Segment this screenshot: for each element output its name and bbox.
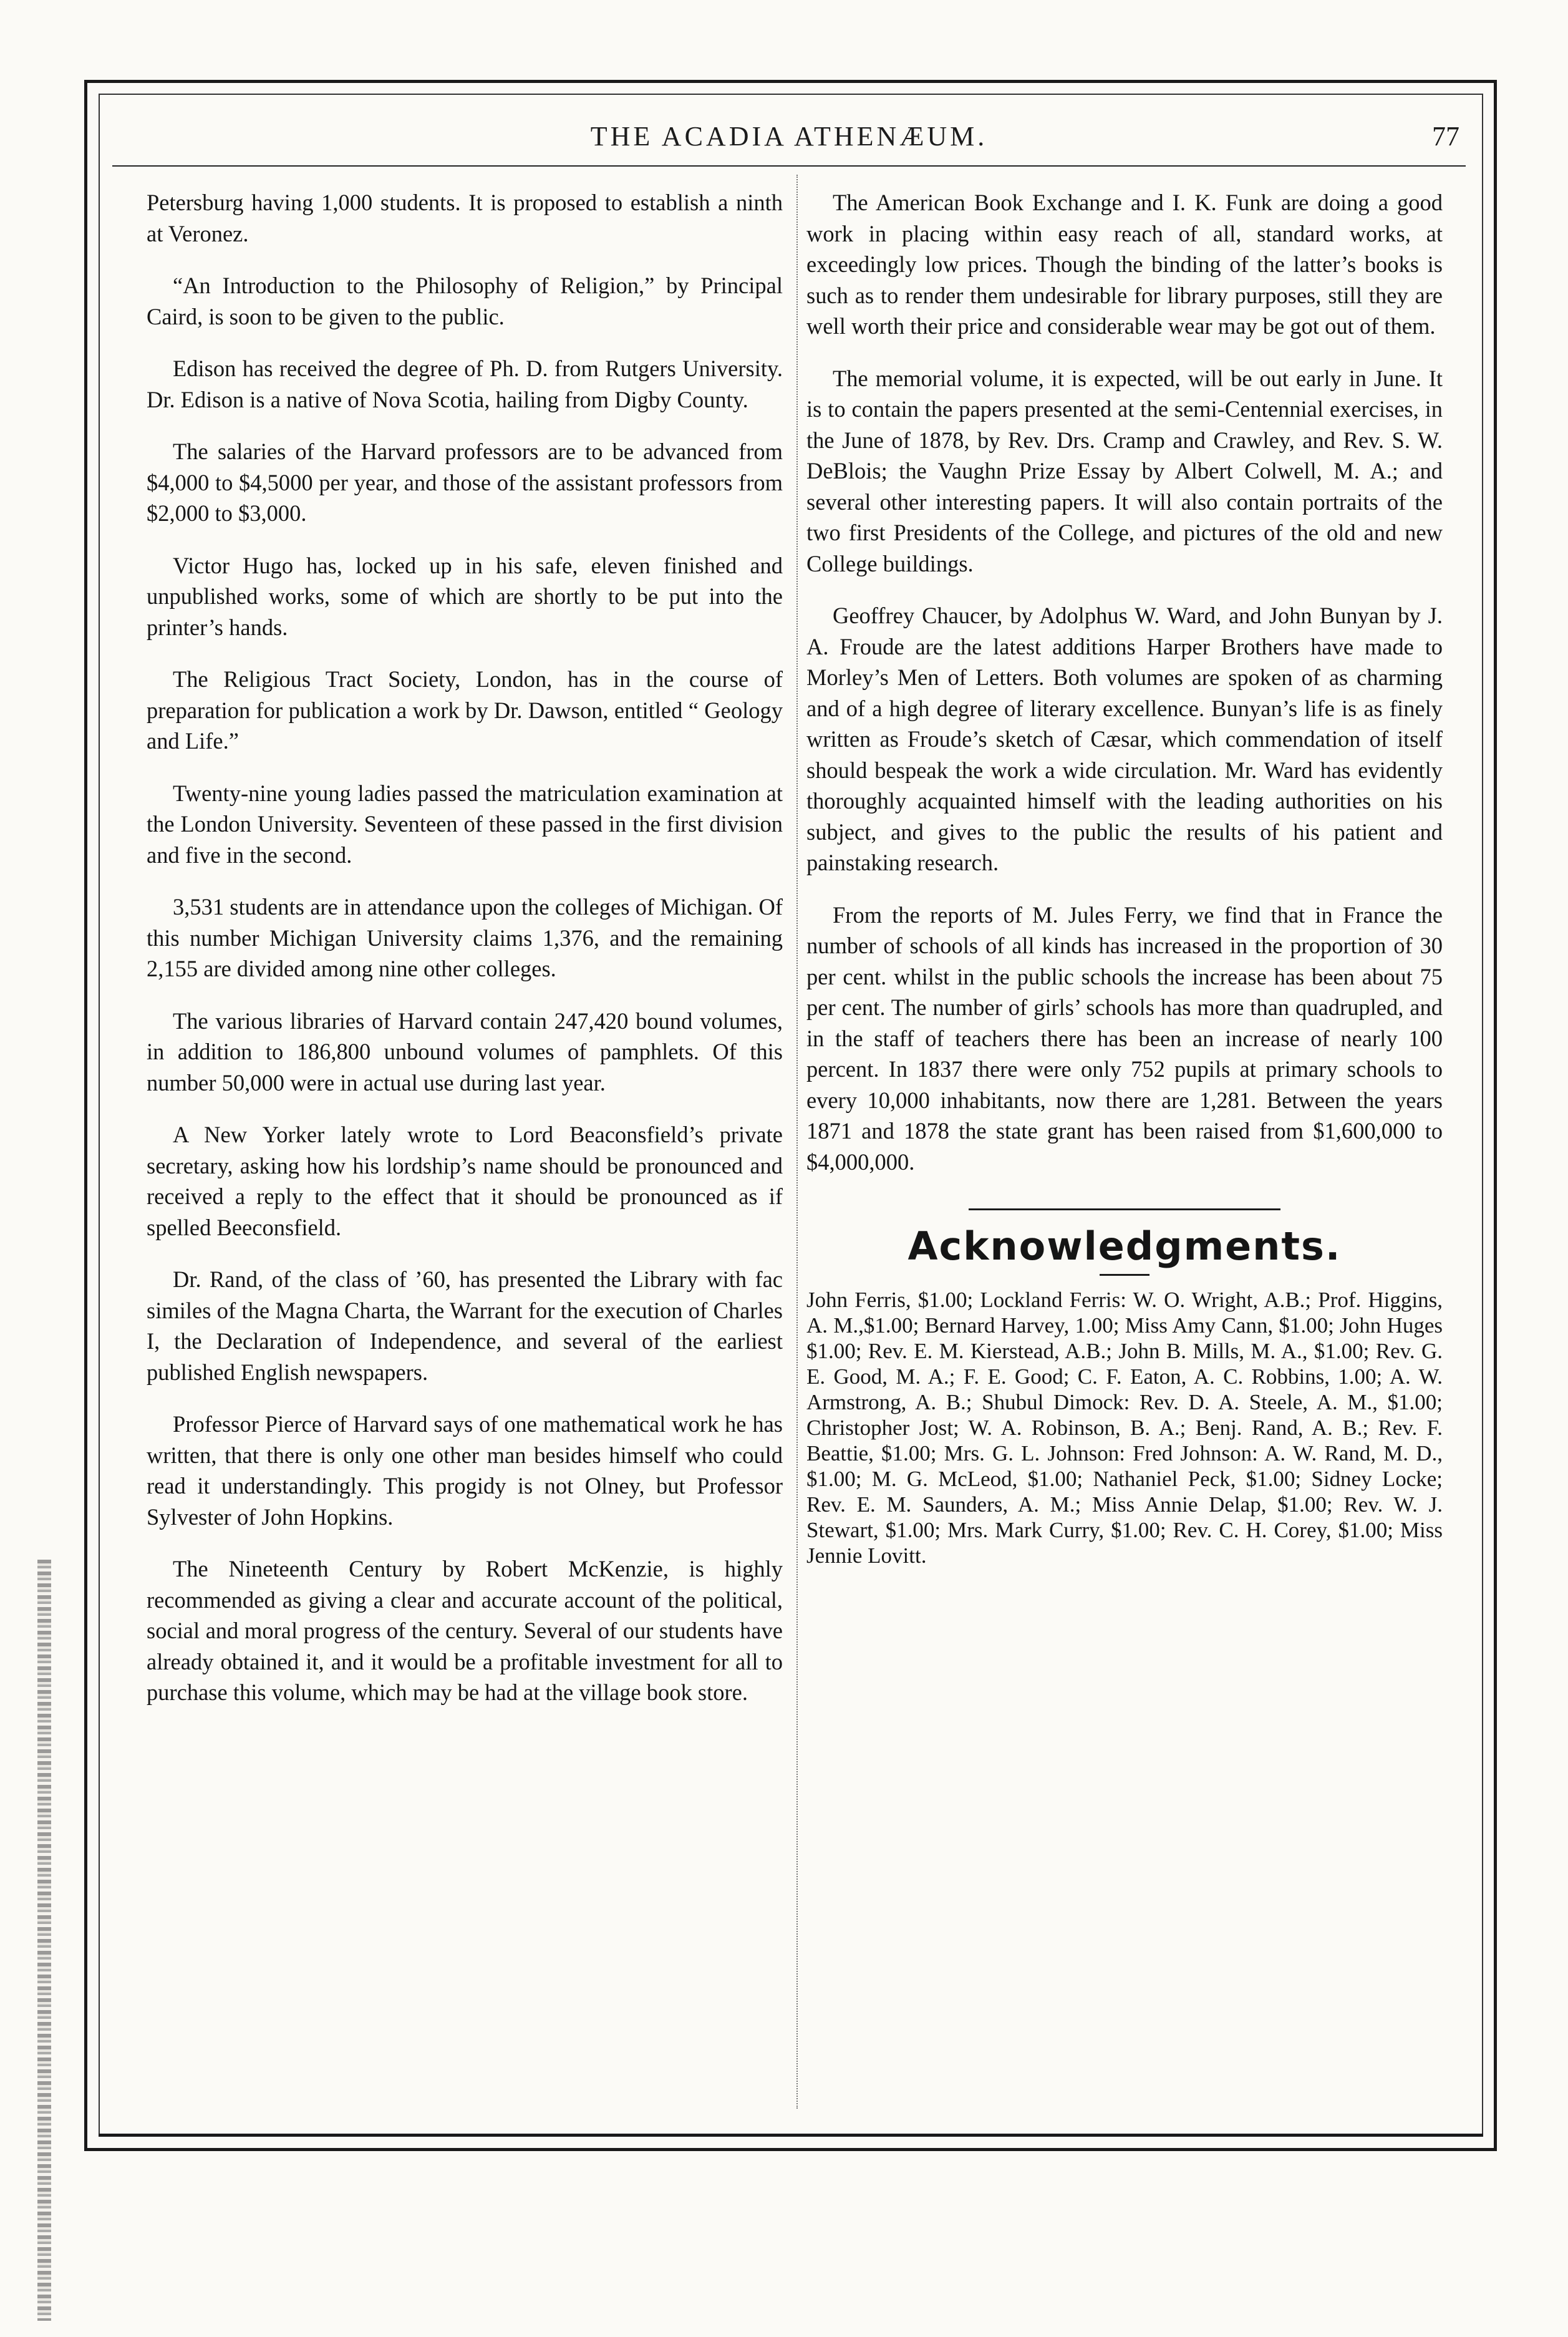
section-rule xyxy=(969,1208,1280,1210)
bottom-rule xyxy=(99,2134,1483,2137)
acknowledgments-list: John Ferris, $1.00; Lockland Ferris: W. O. Wright, A.B.; Prof. Higgins, A. M.,$1.00; Bernard Harvey, 1.00; Miss Amy Cann, $1.00; John Huges $1.00; Rev. E. M. Kierstead, A.B.; John B. Mills, M. A., $1.00; Rev. G. E. Good, M. A.; F. E. Good; C. F. Eaton, A. C. Robbins, 1.00; A. W. Armstrong, A. B.; Shubul Dimock: Rev. D. A. Steele, A. M., $1.00; Christopher Jost; W. A. Robinson, B. A.; Benj. Rand, A. B.; Rev. F. Beattie, $1.00; Mrs. G. L. Johnson: Fred Johnson: A. W. Rand, M. D., $1.00; M. G. McLeod, $1.00; Nathaniel Peck, $1.00; Sidney Locke; Rev. E. M. Saunders, A. M.; Miss Annie Delap, $1.00; Rev. W. J. Stewart, $1.00; Mrs. Mark Curry, $1.00; Rev. C. H. Corey, $1.00; Miss Jennie Lovitt. xyxy=(806,1288,1443,1568)
news-item: The American Book Exchange and I. K. Funk are doing a good work in placing within easy reach of all, standard works, at exceedingly low prices. Though the binding of the latter’s books is such as to render them undesirable for library purposes, still they are well worth their price and considerable wear may be got out of them. xyxy=(806,190,1443,339)
news-item: 3,531 students are in attendance upon the colleges of Michigan. Of this number Michigan University claims 1,376, and the remaining 2,155 are divided among nine other colleges. xyxy=(147,894,783,981)
page-number: 77 xyxy=(1432,121,1459,152)
news-item: From the reports of M. Jules Ferry, we find that in France the number of schools of all kinds has increased in the proportion of 30 per cent. whilst in the public schools the increase has been about 75 per cent. The number of girls’ schools has more than quadrupled, and in the staff of teachers there has been an increase of nearly 100 percent. In 1837 there were only 752 pupils at primary schools to every 10,000 inhabitants, now there are 1,281. Between the years 1871 and 1878 the state grant has been raised from $1,600,000 to $4,000,000. xyxy=(806,901,1443,1175)
news-item: Twenty-nine young ladies passed the matriculation examination at the London University. Seventeen of these passed in the first division and five in the second. xyxy=(147,780,783,868)
news-item: Petersburg having 1,000 students. It is proposed to establish a ninth at Veronez. xyxy=(147,190,783,246)
column-divider xyxy=(796,175,798,2109)
news-item: Edison has received the degree of Ph. D. from Rutgers University. Dr. Edison is a native of Nova Scotia, hailing from Digby County. xyxy=(147,356,783,412)
left-column xyxy=(147,187,783,1729)
news-item: Professor Pierce of Harvard says of one mathematical work he has written, that there is only one other man besides himself who could read it understandingly. This progidy is not Olney, but Professor Sylvester of John Hopkins. xyxy=(147,1411,783,1530)
right-column xyxy=(806,187,1443,1568)
news-item: “An Introduction to the Philosophy of Religion,” by Principal Caird, is soon to be given to the public. xyxy=(147,273,783,329)
journal-title: THE ACADIA ATHENÆUM. xyxy=(590,121,988,152)
news-item: Victor Hugo has, locked up in his safe, eleven finished and unpublished works, some of which are shortly to be put into the printer’s hands. xyxy=(147,552,783,640)
acknowledgments-heading: Acknowledgments. xyxy=(907,1223,1342,1269)
news-item: Geoffrey Chaucer, by Adolphus W. Ward, and John Bunyan by J. A. Froude are the latest additions Harper Brothers have made to Morley’s Men of Letters. Both volumes are spoken of as charming and of a high degree of literary excellence. Bunyan’s life is as finely written as Froude’s sketch of Cæsar, which commendation of itself should bespeak the work a wide circulation. Mr. Ward has evidently thoroughly acquainted himself with the leading authorities on his subject, and gives to the public the results of his patient and painstaking research. xyxy=(806,603,1443,875)
heading-rule xyxy=(1100,1274,1149,1276)
news-item: Dr. Rand, of the class of ’60, has presented the Library with fac similes of the Magna Charta, the Warrant for the execution of Charles I, the Declaration of Independence, and several of the earliest published English newspapers. xyxy=(147,1266,783,1385)
news-item: The Nineteenth Century by Robert McKenzie, is highly recommended as giving a clear and accurate account of the political, social and moral progress of the century. Several of our students have already obtained it, and it would be a profitable investment for all to purchase this volume, which may be had at the village book store. xyxy=(147,1556,783,1705)
news-item: The salaries of the Harvard professors are to be advanced from $4,000 to $4,5000 per year, and those of the assistant professors from $2,000 to $3,000. xyxy=(147,439,783,526)
news-item: The Religious Tract Society, London, has in the course of preparation for publication a work by Dr. Dawson, entitled “ Geology and Life.” xyxy=(147,666,783,754)
scan-margin-strip xyxy=(37,1560,51,2321)
running-header xyxy=(112,115,1466,167)
news-item: A New Yorker lately wrote to Lord Beaconsfield’s private secretary, asking how his lordship’s name should be pronounced and received a reply to the effect that it should be pronounced as if spelled Beeconsfield. xyxy=(147,1122,783,1240)
news-item: The various libraries of Harvard contain 247,420 bound volumes, in addition to 186,800 unbound volumes of pamphlets. Of this number 50,000 were in actual use during last year. xyxy=(147,1008,783,1096)
news-item: The memorial volume, it is expected, will be out early in June. It is to contain the papers presented at the semi-Centennial exercises, in the June of 1878, by Rev. Drs. Cramp and Crawley, and Rev. S. W. DeBlois; the Vaughn Prize Essay by Albert Colwell, M. A.; and several other interesting papers. It will also contain portraits of the two first Presidents of the College, and pictures of the old and new College buildings. xyxy=(806,365,1443,576)
